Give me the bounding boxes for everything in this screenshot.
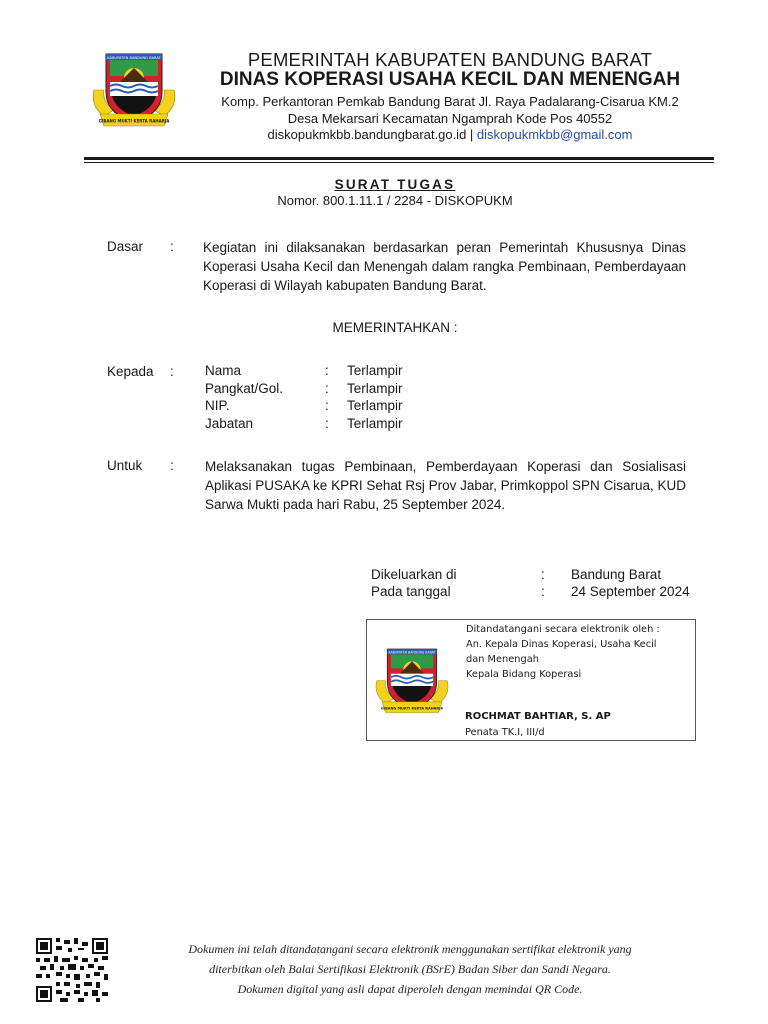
table-row bbox=[205, 398, 403, 416]
issued-colon: : bbox=[541, 583, 545, 599]
regency-emblem-logo bbox=[90, 46, 178, 130]
website-text: diskopukmkbb.bandungbarat.go.id bbox=[267, 127, 467, 142]
dasar-colon: : bbox=[170, 239, 174, 254]
issued-info-table bbox=[371, 567, 690, 600]
kepada-label: Kepada bbox=[107, 364, 154, 379]
detail-colon: : bbox=[325, 363, 329, 378]
untuk-text: Melaksanakan tugas Pembinaan, Pemberdayaan Koperasi dan Sosialisasi Aplikasi PUSAKA ke KPRI Sehat Rsj Prov Jabar, Primkoppol SPN Cisarua, KUD Sarwa Mukti pada hari Rabu, 25 September 2024. bbox=[205, 459, 686, 512]
government-name: PEMERINTAH KABUPATEN BANDUNG BARAT bbox=[247, 49, 653, 70]
email-link[interactable]: diskopukmkbb@gmail.com bbox=[476, 127, 633, 142]
dasar-label: Dasar bbox=[107, 239, 144, 254]
issued-colon: : bbox=[541, 567, 545, 582]
kepada-colon: : bbox=[170, 364, 174, 379]
signature-on-behalf-cont: dan Menengah bbox=[466, 654, 539, 665]
agency-name: DINAS KOPERASI USAHA KECIL DAN MENENGAH bbox=[219, 69, 681, 90]
table-row bbox=[205, 363, 403, 381]
issued-date-value: 24 September 2024 bbox=[571, 583, 690, 599]
untuk-label: Untuk bbox=[107, 458, 143, 473]
issued-place-value: Bandung Barat bbox=[571, 567, 662, 582]
detail-colon: : bbox=[325, 415, 329, 431]
signer-position: Kepala Bidang Koperasi bbox=[466, 669, 582, 680]
emblem-caption-bottom: GIBANG MUKTI KERTA RAHARJA bbox=[380, 706, 444, 711]
qr-code-icon[interactable] bbox=[36, 938, 108, 1002]
contact-line bbox=[180, 127, 720, 142]
detail-key: Pangkat/Gol. bbox=[205, 380, 284, 396]
disclaimer-line-1: Dokumen ini telah ditandatangani secara elektronik menggunakan sertifikat elektronik yang bbox=[188, 942, 632, 956]
table-row bbox=[371, 567, 690, 584]
recipient-details-table bbox=[205, 363, 403, 433]
detail-value: Terlampir bbox=[347, 380, 403, 396]
signature-on-behalf: An. Kepala Dinas Koperasi, Usaha Kecil bbox=[466, 639, 657, 650]
detail-value: Terlampir bbox=[347, 398, 403, 413]
signature-emblem-logo bbox=[372, 642, 452, 716]
signer-name: ROCHMAT BAHTIAR, S. AP bbox=[465, 711, 611, 722]
document-number: Nomor. 800.1.11.1 / 2284 - DISKOPUKM bbox=[277, 193, 513, 208]
detail-key: Jabatan bbox=[205, 415, 254, 431]
untuk-colon: : bbox=[170, 458, 174, 473]
detail-value: Terlampir bbox=[347, 363, 403, 378]
document-title: SURAT TUGAS bbox=[334, 177, 456, 192]
memerintahkan-heading: MEMERINTAHKAN : bbox=[332, 320, 458, 335]
letterhead-rule-thick bbox=[84, 157, 714, 160]
signer-rank: Penata TK.I, III/d bbox=[465, 727, 545, 738]
signature-statement: Ditandatangani secara elektronik oleh : bbox=[466, 624, 660, 635]
detail-colon: : bbox=[325, 380, 329, 396]
detail-key: NIP. bbox=[205, 398, 230, 413]
contact-separator: | bbox=[466, 127, 477, 142]
table-row bbox=[205, 381, 403, 399]
letterhead-rule-thin bbox=[84, 162, 714, 163]
table-row bbox=[205, 416, 403, 434]
detail-key: Nama bbox=[205, 363, 242, 378]
detail-value: Terlampir bbox=[347, 415, 403, 431]
table-row bbox=[371, 584, 690, 601]
issued-place-label: Dikeluarkan di bbox=[371, 567, 457, 582]
disclaimer-line-2: diterbitkan oleh Balai Sertifikasi Elektronik (BSrE) Badan Siber dan Sandi Negara. bbox=[209, 962, 611, 976]
address-line-2: Desa Mekarsari Kecamatan Ngamprah Kode Pos 40552 bbox=[287, 111, 613, 126]
emblem-caption-top: KABUPATEN BANDUNG BARAT bbox=[388, 650, 436, 655]
disclaimer-line-3: Dokumen digital yang asli dapat diperoleh dengan memindai QR Code. bbox=[237, 982, 583, 996]
address-line-1: Komp. Perkantoran Pemkab Bandung Barat Jl. Raya Padalarang-Cisarua KM.2 bbox=[221, 94, 679, 109]
e-signature-disclaimer bbox=[140, 939, 680, 999]
emblem-caption-top: KABUPATEN BANDUNG BARAT bbox=[107, 56, 161, 60]
issued-date-label: Pada tanggal bbox=[371, 583, 451, 599]
emblem-caption-bottom: GIBANG MUKTI KERTA RAHARJA bbox=[98, 118, 170, 124]
detail-colon: : bbox=[325, 398, 329, 413]
dasar-text: Kegiatan ini dilaksanakan berdasarkan peran Pemerintah Khususnya Dinas Koperasi Usaha Kecil dan Menengah dalam rangka Pembinaan, Pemberdayaan Koperasi di Wilayah kabupaten Bandung Barat. bbox=[203, 240, 686, 293]
